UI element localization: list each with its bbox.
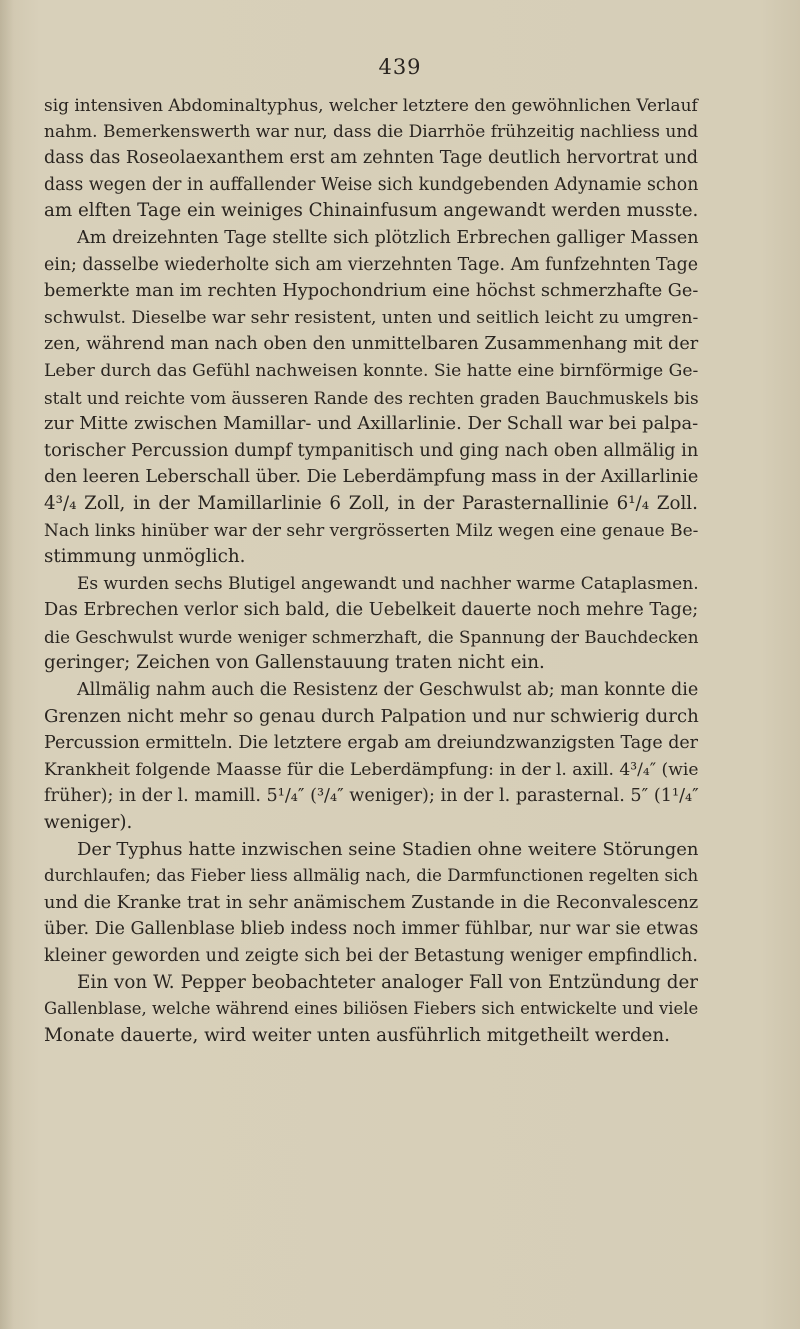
text-line: zen, während man nach oben den unmittelbaren Zusammenhang mit der — [44, 334, 699, 355]
text-line: Percussion ermitteln. Die letztere ergab am dreiundzwanzigsten Tage der — [44, 733, 699, 754]
text-line: Es wurden sechs Blutigel angewandt und nachher warme Cataplasmen. — [77, 573, 699, 594]
text-line: dass das Roseolaexanthem erst am zehnten Tage deutlich hervortrat und — [44, 148, 699, 169]
text-line: Allmälig nahm auch die Resistenz der Geschwulst ab; man konnte die — [77, 680, 699, 701]
text-line: stalt und reichte vom äusseren Rande des rechten graden Bauchmuskels bis — [44, 387, 699, 408]
text-line: zur Mitte zwischen Mamillar- und Axillarlinie. Der Schall war bei palpa- — [44, 413, 699, 435]
text-line: früher); in der l. mamill. 5¹/₄″ (³/₄″ weniger); in der l. parasternal. 5″ (1¹/₄″ — [44, 786, 699, 807]
text-line: Grenzen nicht mehr so genau durch Palpation und nur schwierig durch — [44, 705, 699, 727]
text-line: dass wegen der in auffallender Weise sich kundgebenden Adynamie schon — [44, 174, 699, 195]
body-text — [44, 92, 698, 1049]
text-line: Der Typhus hatte inzwischen seine Stadien ohne weitere Störungen — [77, 838, 699, 860]
text-line: geringer; Zeichen von Gallenstauung traten nicht ein. — [44, 652, 545, 674]
text-line: den leeren Leberschall über. Die Leberdämpfung mass in der Axillarlinie — [44, 467, 699, 488]
text-line: nahm. Bemerkenswerth war nur, dass die Diarrhöe frühzeitig nachliess und — [44, 121, 699, 142]
text-line: 4³/₄ Zoll, in der Mamillarlinie 6 Zoll, in der Parasternallinie 6¹/₄ Zoll. — [44, 492, 698, 514]
text-line: schwulst. Dieselbe war sehr resistent, unten und seitlich leicht zu umgren- — [44, 307, 699, 328]
text-line: am elften Tage ein weiniges Chinainfusum angewandt werden musste. — [44, 200, 699, 222]
text-line: Monate dauerte, wird weiter unten ausführlich mitgetheilt werden. — [44, 1024, 670, 1046]
text-line: Ein von W. Pepper beobachteter analoger Fall von Entzündung der — [77, 971, 699, 993]
text-line: Nach links hinüber war der sehr vergrösserten Milz wegen eine genaue Be- — [44, 520, 699, 541]
text-line: ein; dasselbe wiederholte sich am vierzehnten Tage. Am funfzehnten Tage — [44, 254, 698, 275]
text-line: über. Die Gallenblase blieb indess noch immer fühlbar, nur war sie etwas — [44, 919, 699, 940]
text-line: Gallenblase, welche während eines biliösen Fiebers sich entwickelte und viele — [44, 999, 699, 1019]
text-line: bemerkte man im rechten Hypochondrium eine höchst schmerzhafte Ge- — [44, 281, 699, 302]
text-line: weniger). — [44, 812, 133, 834]
text-line: Krankheit folgende Maasse für die Leberdämpfung: in der l. axill. 4³/₄″ (wie — [44, 759, 699, 780]
text-line: stimmung unmöglich. — [44, 546, 246, 568]
page-number: 439 — [378, 55, 422, 79]
text-line: Das Erbrechen verlor sich bald, die Uebelkeit dauerte noch mehre Tage; — [44, 600, 699, 621]
text-line: torischer Percussion dumpf tympanitisch und ging nach oben allmälig in — [44, 440, 699, 461]
text-line: Leber durch das Gefühl nachweisen konnte. Sie hatte eine birnförmige Ge- — [44, 360, 699, 381]
text-line: die Geschwulst wurde weniger schmerzhaft, die Spannung der Bauchdecken — [44, 626, 699, 647]
text-line: Am dreizehnten Tage stellte sich plötzlich Erbrechen galliger Massen — [77, 227, 699, 248]
text-line: kleiner geworden und zeigte sich bei der Betastung weniger empfindlich. — [44, 946, 698, 966]
text-line: sig intensiven Abdominaltyphus, welcher letztere den gewöhnlichen Verlauf — [44, 95, 698, 115]
text-line: und die Kranke trat in sehr anämischem Zustande in die Reconvalescenz — [44, 892, 699, 913]
text-line: durchlaufen; das Fieber liess allmälig nach, die Darmfunctionen regelten sich — [44, 866, 699, 886]
